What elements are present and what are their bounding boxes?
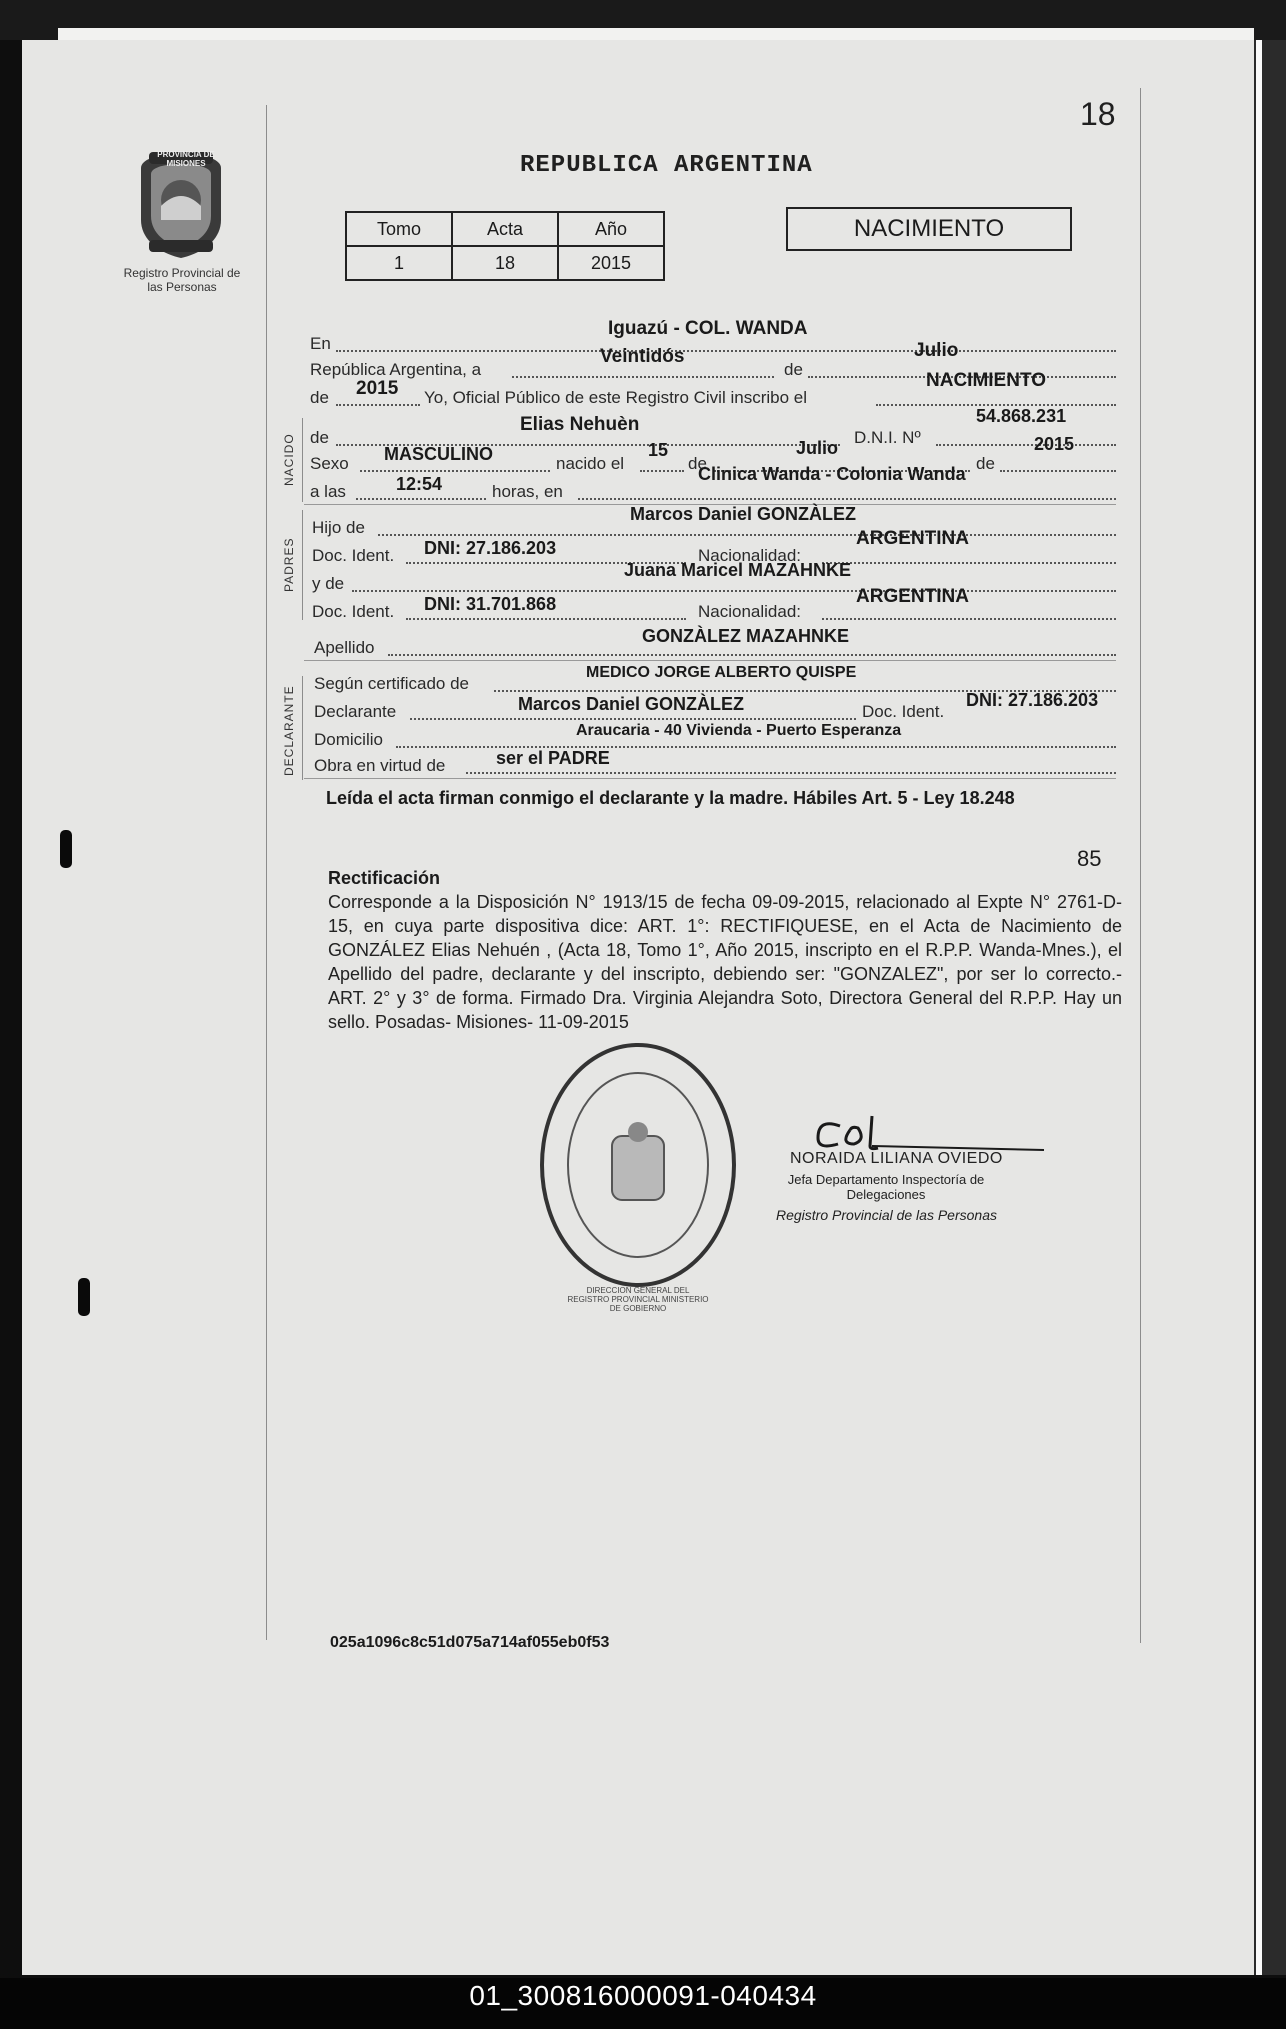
footer-id: 01_300816000091-040434 — [469, 1980, 817, 2011]
divider-apellido — [304, 660, 1116, 661]
sexo-label: Sexo — [310, 454, 349, 473]
padre-dni: DNI: 27.186.203 — [424, 538, 557, 558]
apellido-value: GONZÀLEZ MAZAHNKE — [642, 626, 849, 646]
signature-name: NORAIDA LILIANA OVIEDO — [790, 1150, 1003, 1167]
padre-nac-label: Nacionalidad: — [698, 546, 802, 565]
nacido-nombre: Elias Nehuèn — [520, 414, 640, 435]
padre-nac-dots — [822, 562, 1116, 564]
right-margin-line — [1140, 88, 1141, 1643]
madre-nac-label: Nacionalidad: — [698, 602, 802, 621]
declarante-dni: DNI: 27.186.203 — [966, 690, 1099, 710]
nacido-sexo: MASCULINO — [384, 444, 493, 464]
obra-value: ser el PADRE — [496, 748, 610, 768]
padre-nacionalidad: ARGENTINA — [856, 528, 969, 549]
anio-value: 2015 — [356, 378, 399, 399]
nacido-dia-dots — [640, 470, 684, 472]
dni-label: D.N.I. Nº — [854, 428, 921, 447]
nacido-lugar: Clinica Wanda - Colonia Wanda — [698, 464, 966, 484]
declarante-bracket — [302, 676, 303, 780]
madre-dni: DNI: 31.701.868 — [424, 594, 557, 614]
nacido-de2-label: de — [688, 454, 707, 473]
registry-label: Registro Provincial de las Personas — [123, 266, 241, 294]
domicilio-value: Araucaria - 40 Vivienda - Puerto Esperanza — [576, 722, 902, 739]
acta-table — [345, 211, 665, 281]
y-de-label: y de — [312, 574, 345, 593]
certificado-value: MEDICO JORGE ALBERTO QUISPE — [586, 664, 857, 681]
en-label: En — [310, 334, 331, 353]
segun-label: Según certificado de — [314, 674, 469, 693]
padre-nombre: Marcos Daniel GONZÀLEZ — [630, 504, 857, 524]
emblem-caption: PROVINCIA DE MISIONES — [157, 150, 215, 168]
nacido-hora: 12:54 — [396, 474, 443, 494]
republica-label: República Argentina, a — [310, 360, 482, 379]
declarante-doc-label: Doc. Ident. — [862, 702, 945, 721]
hijo-de-label: Hijo de — [312, 518, 365, 537]
declarante-side-label: DECLARANTE — [282, 685, 296, 776]
nacido-dia: 15 — [648, 440, 669, 460]
apellido-dots — [388, 654, 1116, 656]
record-type-box: NACIMIENTO — [786, 207, 1072, 251]
rectificacion-number: 85 — [1077, 846, 1102, 871]
sexo-dots — [360, 470, 550, 472]
padres-side-label: PADRES — [282, 537, 296, 592]
acta-header-acta: Acta — [452, 212, 558, 246]
inscribo-value: NACIMIENTO — [926, 370, 1046, 391]
nacido-de-label: de — [310, 428, 329, 447]
hora-dots — [356, 498, 486, 500]
seal-text: DIRECCION GENERAL DEL REGISTRO PROVINCIAL MINISTERIO DE GOBIERNO — [567, 1286, 709, 1313]
punch-hole-bottom — [78, 1278, 90, 1316]
nacido-anio-dots — [1000, 470, 1116, 472]
en-dots — [336, 350, 1116, 352]
en-value: Iguazú - COL. WANDA — [608, 318, 808, 339]
signature-registry: Registro Provincial de las Personas — [776, 1207, 997, 1223]
de2-label: de — [310, 388, 329, 407]
de-label: de — [784, 360, 803, 379]
dia-value: Veintidós — [600, 346, 685, 367]
madre-dni-dots — [406, 618, 686, 620]
nacido-side-label: NACIDO — [282, 433, 296, 486]
nacido-mes: Julio — [796, 438, 839, 458]
acta-header-tomo: Tomo — [346, 212, 452, 246]
nacido-dni: 54.868.231 — [976, 406, 1067, 426]
acta-value-tomo: 1 — [346, 246, 452, 280]
horas-en-label: horas, en — [492, 482, 563, 501]
acta-header-anio: Año — [558, 212, 664, 246]
padres-bracket — [302, 510, 303, 620]
padre-doc-label: Doc. Ident. — [312, 546, 395, 565]
closing-statement: Leída el acta firman conmigo el declarante y la madre. Hábiles Art. 5 - Ley 18.248 — [326, 788, 1015, 808]
oficial-label: Yo, Oficial Público de este Registro Civil inscribo el — [424, 388, 807, 407]
obra-dots — [466, 772, 1116, 774]
rectificacion-body: Corresponde a la Disposición N° 1913/15 de fecha 09-09-2015, relacionado al Expte N° 2761-D-15, en cuya parte dispositiva dice: ART. 1°: RECTIFIQUESE, en el Acta de Nacimiento de GONZÁLEZ Elias Nehuén , (Acta 18, Tomo 1°, Año 2015, inscripto en el R.P.P. Wanda-Mnes.), el Apellido del padre, declarante y del inscripto, debiendo ser: "GONZALEZ", por ser lo correcto.- ART. 2° y 3° de forma. Firmado Dra. Virginia Alejandra Soto, Directora General del R.P.P. Hay un sello. Posadas- Misiones- 11-09-2015 — [328, 892, 1122, 1032]
left-margin-line — [266, 105, 267, 1640]
madre-nacionalidad: ARGENTINA — [856, 586, 969, 607]
padre-dots — [378, 534, 1116, 536]
mes-value: Julio — [914, 340, 959, 361]
document-title: REPUBLICA ARGENTINA — [520, 152, 813, 179]
domicilio-label: Domicilio — [314, 730, 383, 749]
page-number: 18 — [1080, 96, 1116, 132]
page-right-edge — [1256, 40, 1262, 1975]
punch-hole-top — [60, 830, 72, 868]
apellido-label: Apellido — [314, 638, 375, 657]
madre-doc-label: Doc. Ident. — [312, 602, 395, 621]
declarante-nombre: Marcos Daniel GONZÀLEZ — [518, 694, 745, 714]
dni-dots — [936, 444, 1116, 446]
acta-value-acta: 18 — [452, 246, 558, 280]
signature-role: Jefa Departamento Inspectoría de Delegaciones — [787, 1172, 985, 1202]
madre-nombre: Juana Maricel MAZAHNKE — [624, 560, 852, 580]
divider-declarante — [304, 778, 1116, 779]
nacido-el-label: nacido el — [556, 454, 625, 473]
rectificacion-title: Rectificación — [328, 868, 441, 888]
dia-dots — [512, 376, 774, 378]
lugar-dots — [578, 498, 1116, 500]
nacido-bracket — [302, 418, 303, 502]
obra-label: Obra en virtud de — [314, 756, 446, 775]
madre-dots — [352, 590, 1116, 592]
madre-nac-dots — [822, 618, 1116, 620]
alas-label: a las — [310, 482, 346, 501]
anio-dots — [336, 404, 420, 406]
nacido-anio: 2015 — [1034, 434, 1075, 454]
nacido-de3-label: de — [976, 454, 995, 473]
document-hash: 025a1096c8c51d075a714af055eb0f53 — [330, 1634, 610, 1651]
acta-value-anio: 2015 — [558, 246, 664, 280]
official-seal-icon — [538, 1040, 738, 1290]
declarante-label: Declarante — [314, 702, 397, 721]
declarante-dots — [410, 718, 856, 720]
